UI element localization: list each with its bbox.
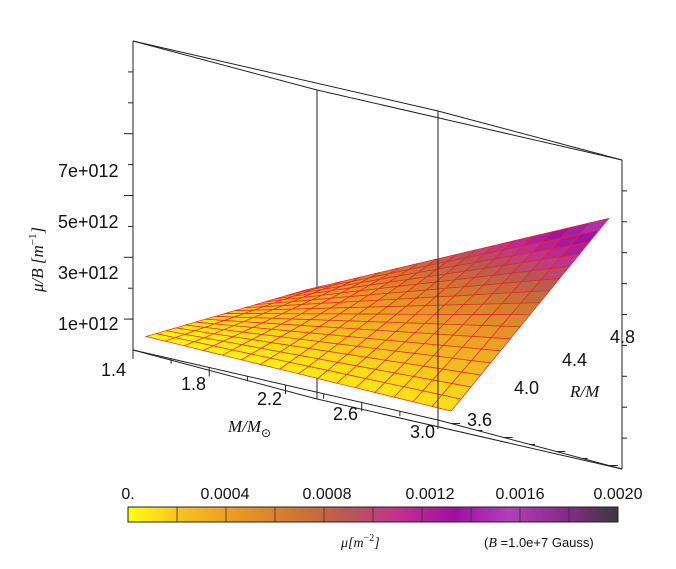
box-edge (133, 41, 317, 90)
y-tick-label: 4.4 (562, 350, 588, 370)
box-edge (133, 41, 438, 111)
colorbar-tick-label: 0.0012 (405, 486, 455, 503)
colorbar-tick-label: 0.0004 (200, 486, 250, 503)
y-tick-label: 4.0 (514, 378, 540, 398)
z-tick-label: 1e+012 (58, 314, 119, 334)
colorbar-title: $\mu[m^{-2}]$ (341, 533, 380, 551)
x-tick-label: 1.8 (181, 374, 207, 394)
x-tick-label: 3.0 (410, 422, 436, 442)
colorbar (128, 507, 618, 522)
x-tick-label: 2.2 (257, 389, 283, 409)
z-tick-label: 3e+012 (58, 263, 119, 283)
colorbar-tick-label: 0. (121, 486, 135, 503)
field-note: (B =1.0e+7 Gauss) (484, 535, 594, 551)
z-tick-label: 5e+012 (58, 212, 119, 232)
y-tick-label: 3.6 (467, 410, 493, 430)
x-tick-label: 1.4 (101, 360, 127, 380)
z-axis-title: μ/B $[m^{-1}]$ (27, 226, 47, 292)
colorbar-tick-label: 0.0008 (302, 486, 352, 503)
box-edge (317, 90, 622, 160)
box-edge (438, 111, 622, 160)
surface-mesh (146, 218, 609, 411)
x-tick-label: 2.6 (333, 404, 359, 424)
colorbar-tick-label: 0.0020 (593, 486, 643, 503)
x-axis-title: $M/M_⊙$ (228, 417, 272, 440)
y-axis-title: R/M (570, 382, 600, 401)
colorbar-tick-label: 0.0016 (495, 486, 545, 503)
z-tick-label: 7e+012 (58, 161, 119, 181)
y-tick-label: 4.8 (610, 327, 636, 347)
